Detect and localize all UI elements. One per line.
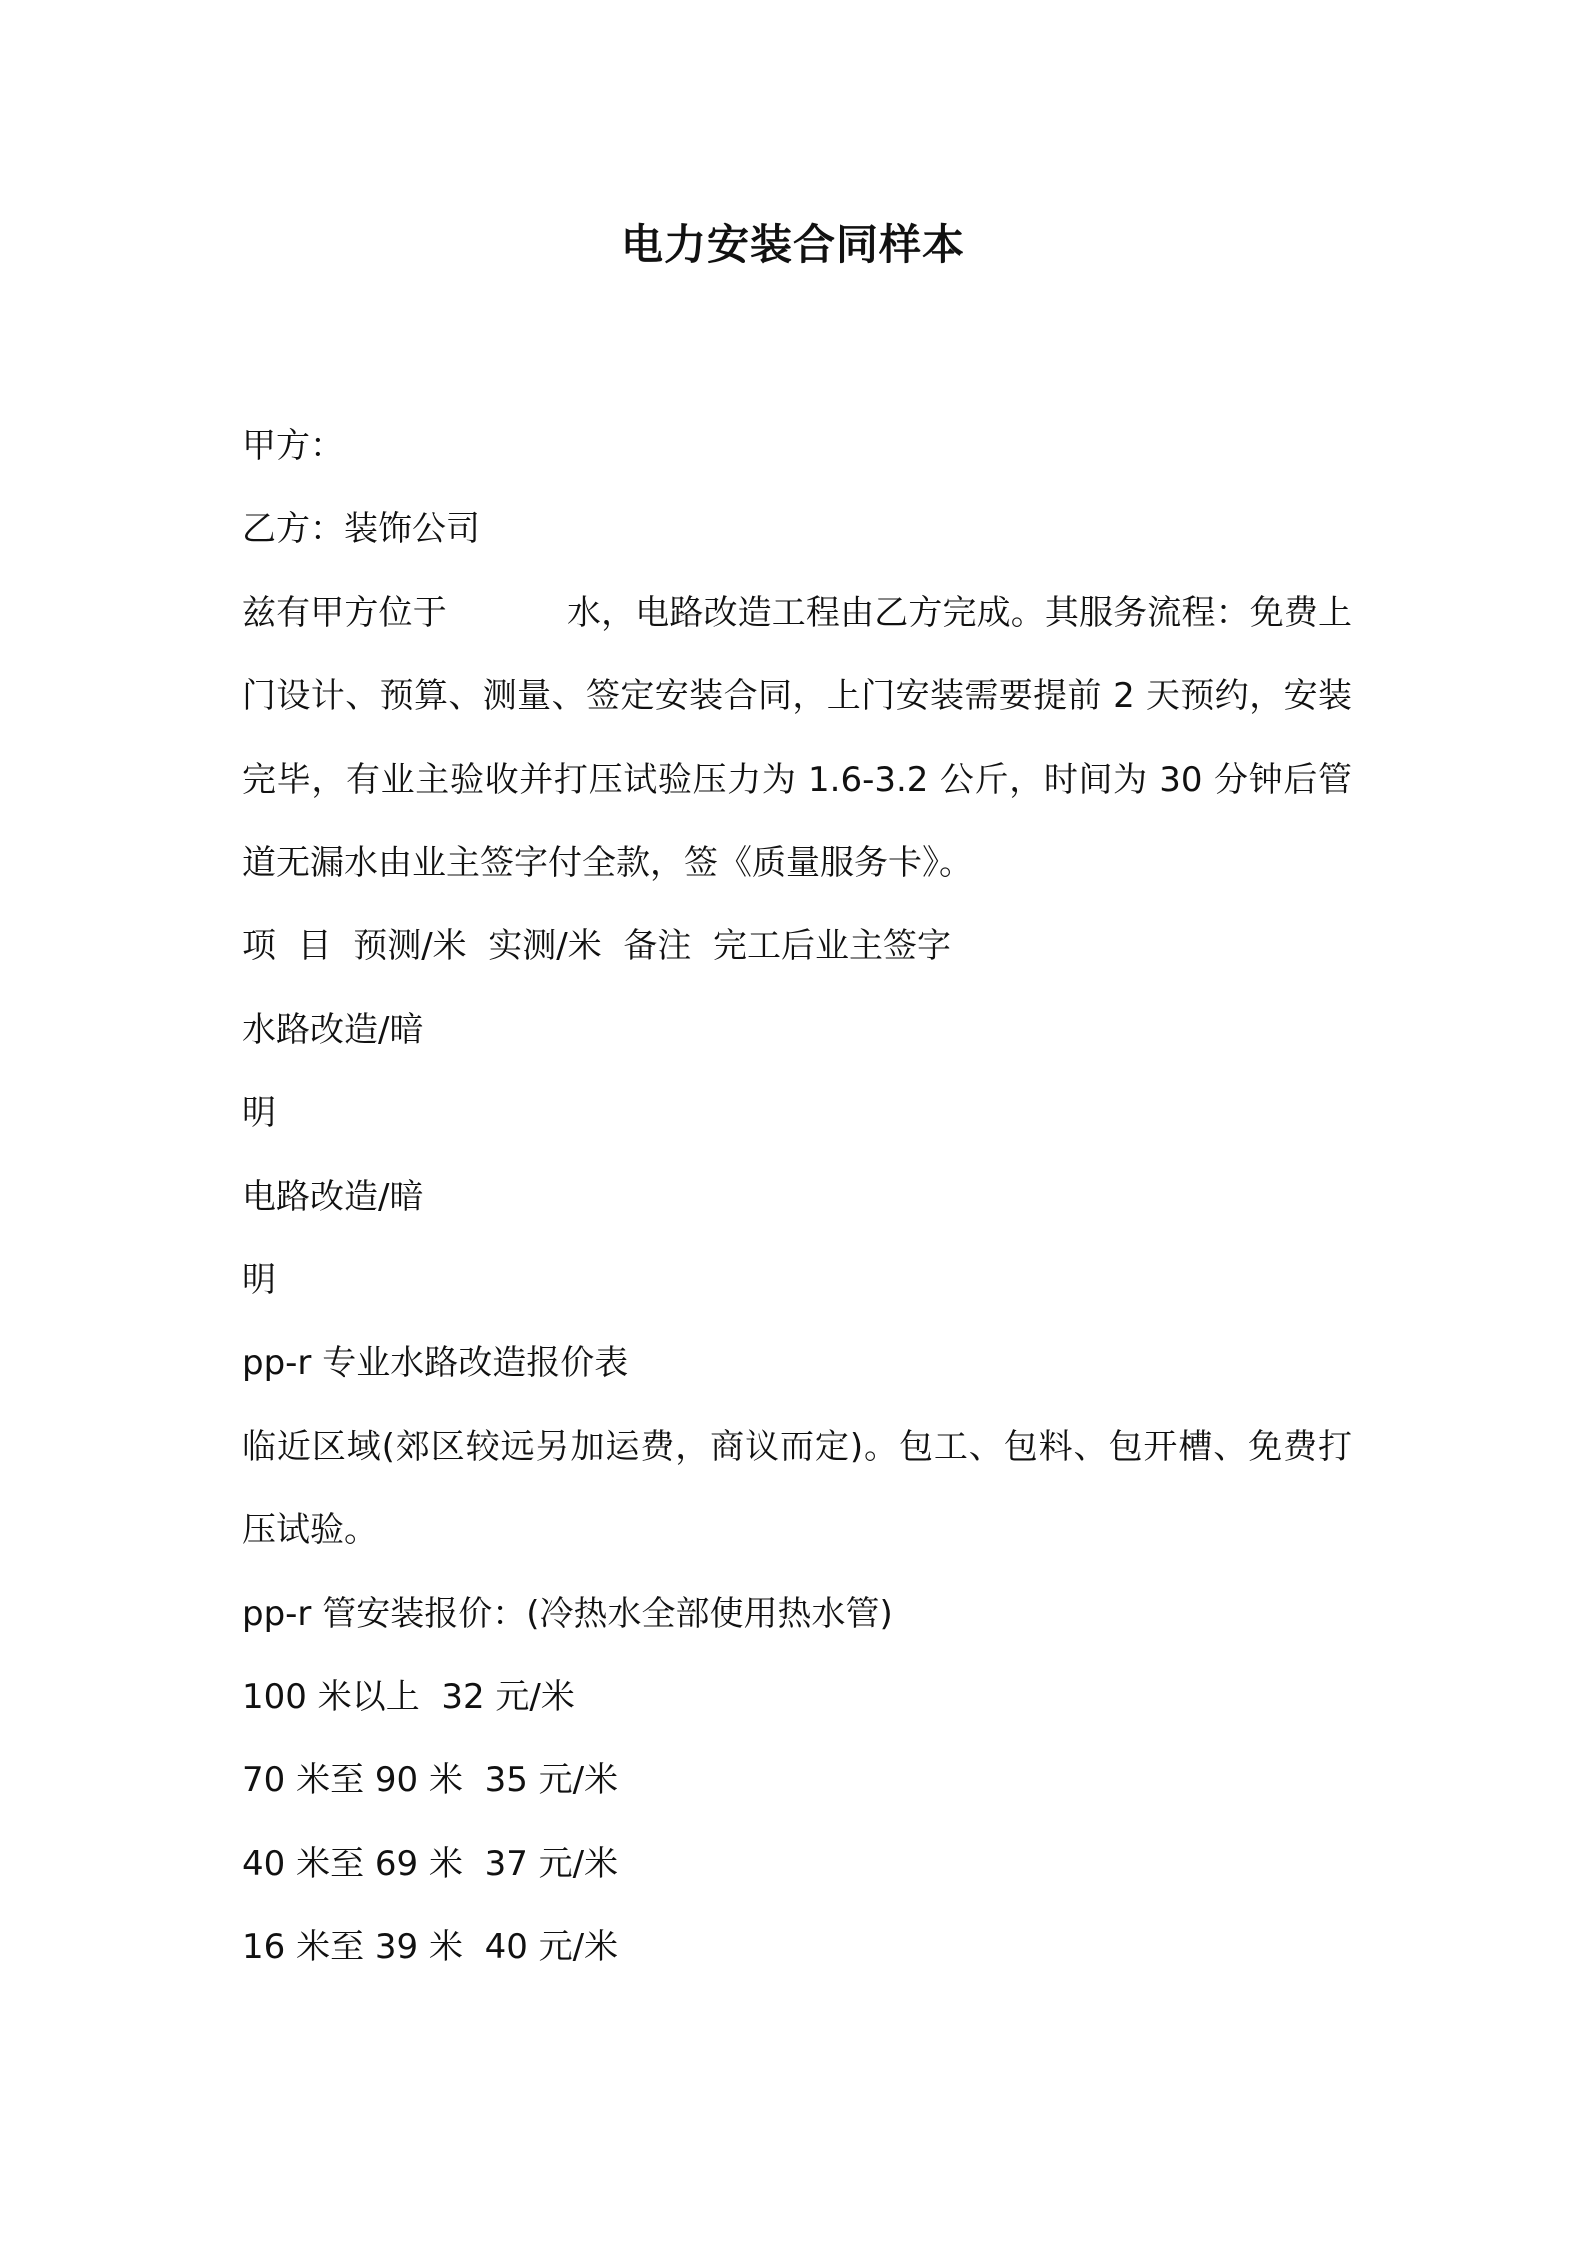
water-row-line-2: 明 bbox=[242, 1093, 276, 1134]
intro-text: 水，电路改造工程由乙方完成。其服务流程：免费上门设计、预算、测量、签定安装合同，上门安装需要提前 2 天预约，安装完毕，有业主验收并打压试验压力为 1.6-3.2 公斤，时间为 30 分钟后管道无漏水由业主签字付全款，签《质量服务卡》。 bbox=[242, 592, 1352, 883]
price-line: 40 米至 69 米 37 元/米 bbox=[242, 1843, 619, 1884]
document-body bbox=[242, 405, 1352, 1990]
price-table-title: pp-r 专业水路改造报价表 bbox=[242, 1343, 629, 1384]
electric-row-line-2: 明 bbox=[242, 1259, 276, 1300]
water-row-line-1: 水路改造/暗 bbox=[242, 1009, 424, 1050]
install-price-title: pp-r 管安装报价：(冷热水全部使用热水管) bbox=[242, 1593, 893, 1634]
table-header: 项 目 预测/米 实测/米 备注 完工后业主签字 bbox=[242, 926, 951, 967]
intro-prefix: 兹有甲方位于 bbox=[242, 592, 447, 633]
intro-paragraph bbox=[242, 572, 1352, 906]
price-line: 70 米至 90 米 35 元/米 bbox=[242, 1760, 619, 1801]
region-note: 临近区域(郊区较远另加运费，商议而定)。包工、包料、包开槽、免费打压试验。 bbox=[242, 1426, 1352, 1551]
party-b-line: 乙方：装饰公司 bbox=[242, 509, 480, 550]
electric-row-line-1: 电路改造/暗 bbox=[242, 1176, 424, 1217]
price-line: 100 米以上 32 元/米 bbox=[242, 1676, 575, 1717]
price-line: 16 米至 39 米 40 元/米 bbox=[242, 1927, 619, 1968]
document-title: 电力安装合同样本 bbox=[620, 220, 965, 269]
party-a-line: 甲方： bbox=[242, 426, 344, 466]
